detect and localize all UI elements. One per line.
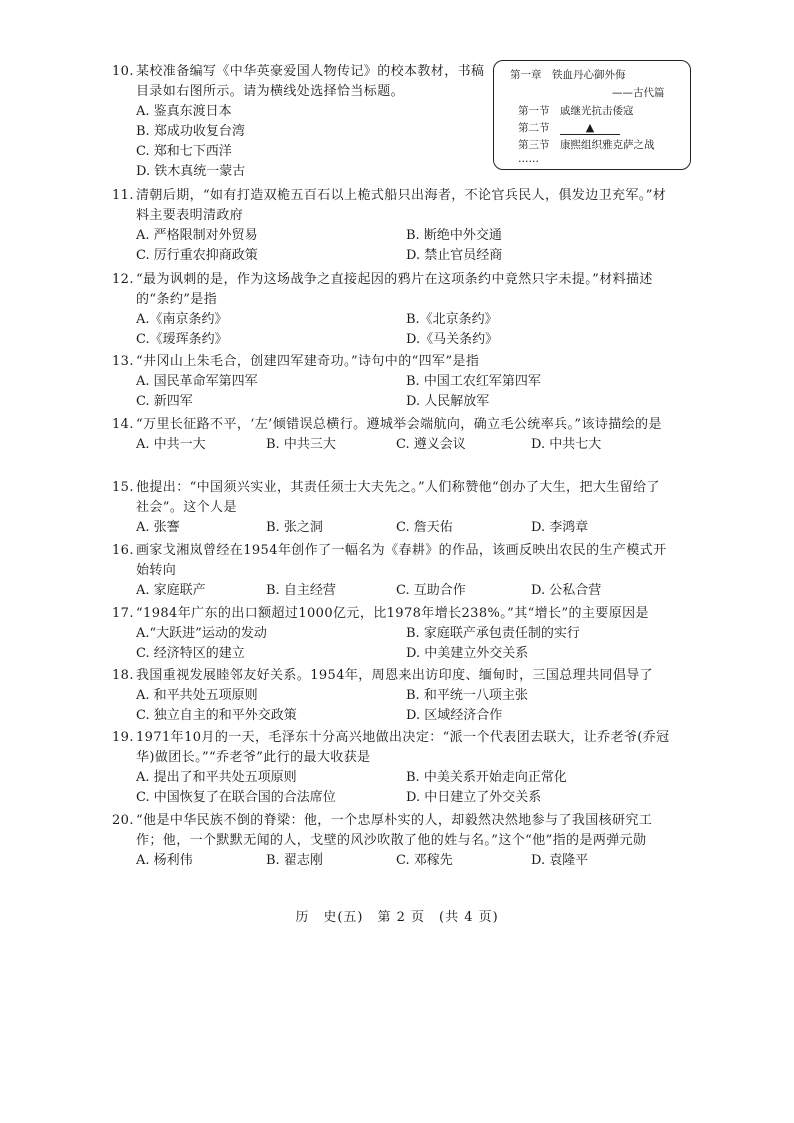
option-a[interactable]: A. 和平共处五项原则 [136,688,258,703]
answer-blank [560,122,620,135]
question-stem: 清朝后期，“如有打造双桅五百石以上桅式船只出海者，不论官兵民人，俱发边卫充军。”材料主要表明清政府 [136,188,667,223]
question-number: 14. [112,417,134,432]
option-a[interactable]: A. 杨利伟 [136,853,193,868]
option-b[interactable]: B. 郑成功收复台湾 [136,124,245,139]
toc-ellipsis: …… [518,153,539,165]
toc-section-1: 第一节 戚继光抗击倭寇 [518,105,634,117]
option-c[interactable]: C. 厉行重农抑商政策 [136,248,258,263]
question-number: 15. [112,480,134,495]
option-d[interactable]: D. 公私合营 [531,583,602,598]
question-stem: “最为讽刺的是，作为这场战争之直接起因的鸦片在这项条约中竟然只字未提。”材料描述的“条约”是指 [136,272,653,307]
toc-chapter: 第一章 铁血丹心御外侮 [510,69,626,81]
question-19 [112,728,672,808]
option-b[interactable]: B. 家庭联产承包责任制的实行 [406,626,580,641]
toc-section-3: 第三节 康熙组织雅克萨之战 [518,139,655,151]
question-number: 20. [112,813,134,828]
options [112,372,672,412]
toc-section-2: 第二节 ▲ [518,120,620,137]
option-b[interactable]: B. 断绝中外交通 [406,228,502,243]
question-20 [112,811,672,871]
option-c[interactable]: C.《瑷珲条约》 [136,332,228,347]
triangle-marker-icon: ▲ [585,121,595,134]
option-a[interactable]: A.“大跃进”运动的发动 [136,626,267,641]
options [112,624,672,664]
option-d[interactable]: D. 禁止官员经商 [406,248,503,263]
option-a[interactable]: A. 家庭联产 [136,583,206,598]
question-stem: 我国重视发展睦邻友好关系。1954年，周恩来出访印度、缅甸时，三国总理共同倡导了 [136,668,654,683]
option-a[interactable]: A. 国民革命军第四军 [136,374,258,389]
option-c[interactable]: C. 郑和七下西洋 [136,144,232,159]
option-b[interactable]: B.《北京条约》 [406,312,498,327]
question-number: 17. [112,606,134,621]
question-number: 13. [112,354,134,369]
question-number: 16. [112,543,134,558]
options [112,581,672,601]
options [112,102,490,182]
question-number: 10. [112,64,134,79]
option-c[interactable]: C. 新四军 [136,394,193,409]
question-13 [112,352,672,412]
toc-box [493,60,691,170]
option-d[interactable]: D. 中日建立了外交关系 [406,790,542,805]
option-c[interactable]: C. 詹天佑 [396,520,453,535]
question-stem: 他提出：“中国须兴实业，其责任须士大夫先之。”人们称赞他“创办了大生，把大生留给了社会”。这个人是 [136,480,660,515]
question-stem: 1971年10月的一天，毛泽东十分高兴地做出决定：“派一个代表团去联大，让乔老爷(乔冠华)做团长。”“乔老爷”此行的最大收获是 [136,730,670,765]
option-c[interactable]: C. 遵义会议 [396,437,466,452]
question-number: 19. [112,730,134,745]
question-17 [112,604,672,664]
question-stem: 画家戈湘岚曾经在1954年创作了一幅名为《春耕》的作品，该画反映出农民的生产模式开始转向 [136,543,667,578]
option-d[interactable]: D. 铁木真统一蒙古 [136,164,246,179]
option-a[interactable]: A. 鉴真东渡日本 [136,104,232,119]
option-a[interactable]: A. 中共一大 [136,437,206,452]
question-10 [112,62,490,182]
option-c[interactable]: C. 经济特区的建立 [136,646,245,661]
option-b[interactable]: B. 自主经营 [266,583,336,598]
question-16 [112,541,672,601]
page-footer: 历 史(五) 第 2 页 (共 4 页) [295,910,499,925]
options [112,310,672,350]
question-12 [112,270,672,350]
question-number: 18. [112,668,134,683]
options [112,435,672,455]
options [112,226,672,266]
option-c[interactable]: C. 中国恢复了在联合国的合法席位 [136,790,336,805]
option-a[interactable]: A. 严格限制对外贸易 [136,228,258,243]
option-c[interactable]: C. 互助合作 [396,583,466,598]
option-d[interactable]: D. 李鸿章 [531,520,589,535]
options [112,768,672,808]
question-stem: “1984年广东的出口额超过1000亿元，比1978年增长238%。”其“增长”的主要原因是 [136,606,649,621]
option-c[interactable]: C. 独立自主的和平外交政策 [136,708,297,723]
option-d[interactable]: D. 中美建立外交关系 [406,646,529,661]
option-b[interactable]: B. 张之洞 [266,520,323,535]
option-a[interactable]: A.《南京条约》 [136,312,228,327]
option-b[interactable]: B. 翟志刚 [266,853,323,868]
question-stem: “他是中华民族不倒的脊梁：他，一个忠厚朴实的人，却毅然决然地参与了我国核研究工作；他，一个默默无闻的人，戈壁的风沙吹散了他的姓与名。”这个“他”指的是两弹元勋 [136,813,653,848]
question-stem: 某校准备编写《中华英豪爱国人物传记》的校本教材，书稿目录如右图所示。请为横线处选择恰当标题。 [136,64,485,99]
option-d[interactable]: D. 区域经济合作 [406,708,503,723]
question-stem: “井冈山上朱毛合，创建四军建奇功。”诗句中的“四军”是指 [136,354,480,369]
options [112,851,672,871]
options [112,518,672,538]
option-d[interactable]: D. 人民解放军 [406,394,490,409]
option-d[interactable]: D. 中共七大 [531,437,602,452]
option-a[interactable]: A. 张謇 [136,520,180,535]
question-18 [112,666,672,726]
question-11 [112,186,672,266]
option-d[interactable]: D.《马关条约》 [406,332,499,347]
options [112,686,672,726]
option-b[interactable]: B. 中美关系开始走向正常化 [406,770,567,785]
question-number: 12. [112,272,134,287]
option-a[interactable]: A. 提出了和平共处五项原则 [136,770,297,785]
question-14 [112,415,672,455]
option-b[interactable]: B. 和平统一八项主张 [406,688,528,703]
question-number: 11. [112,188,134,203]
question-stem: “万里长征路不平，‘左’倾错误总横行。遵城举会端航向，确立毛公统率兵。”该诗描绘的是 [136,417,662,432]
option-b[interactable]: B. 中国工农红军第四军 [406,374,541,389]
option-b[interactable]: B. 中共三大 [266,437,336,452]
question-15 [112,478,672,538]
option-d[interactable]: D. 袁隆平 [531,853,589,868]
option-c[interactable]: C. 邓稼先 [396,853,453,868]
toc-subtitle: ——古代篇 [612,87,665,99]
